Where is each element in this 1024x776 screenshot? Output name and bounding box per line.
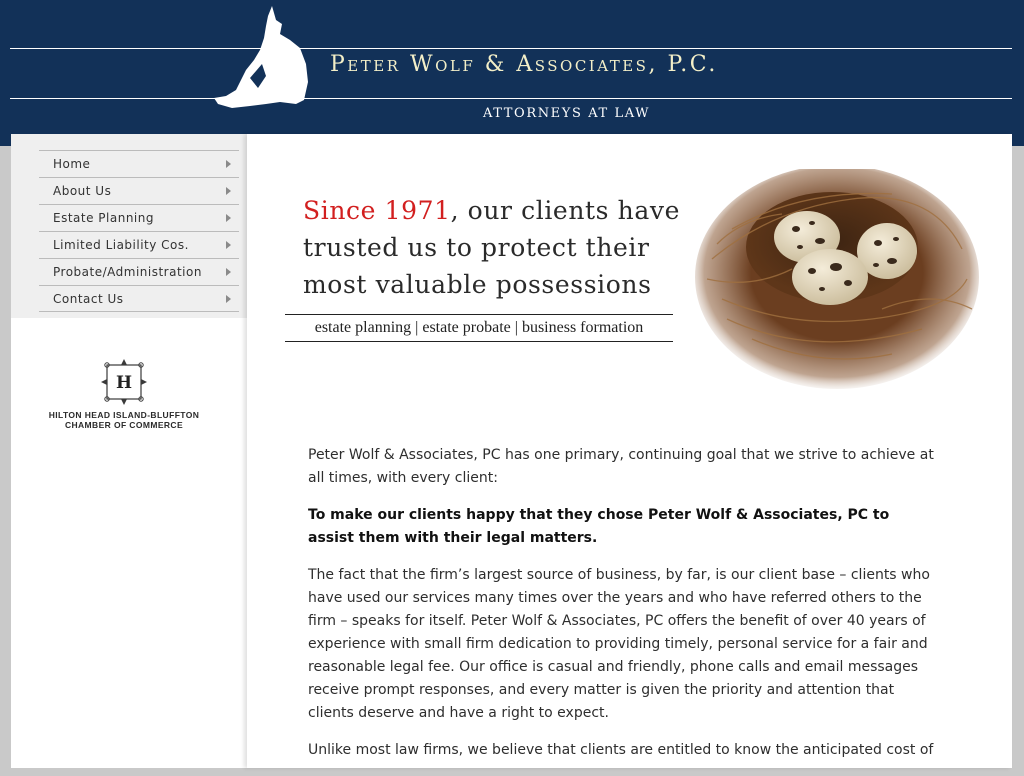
header-rule-bottom	[10, 98, 1012, 99]
firm-name[interactable]: Peter Wolf & Associates, P.C.	[330, 52, 718, 77]
nav-item-label: About Us	[53, 184, 112, 198]
intro-paragraph-1: Peter Wolf & Associates, PC has one primary, continuing goal that we strive to achieve at all times, with every client:	[308, 447, 934, 486]
nav-item-label: Home	[53, 157, 91, 171]
chamber-badge-icon	[100, 358, 148, 406]
sidebar	[11, 134, 247, 768]
main-content	[247, 134, 1012, 768]
chamber-badge-letter: H	[115, 373, 133, 393]
hero-since: Since 1971	[303, 196, 451, 225]
nav-item-about-us[interactable]	[39, 177, 239, 204]
hero-title	[303, 192, 683, 303]
header-rule-top	[10, 48, 1012, 49]
intro-paragraph-3: The fact that the firm’s largest source of business, by far, is our client base – clients who have used our services many times over the years and who have referred others to the firm – speaks for itself. Peter Wolf & Associates, PC offers the benefit of over 40 years of experience with small firm dedication to providing timely, personal service for a fair and reasonable legal fee. Our office is casual and friendly, phone calls and email messages receive prompt responses, and every matter is given the priority and attention that clients deserve and have a right to expect.	[308, 567, 930, 721]
chevron-right-icon	[226, 160, 231, 168]
tagline: ATTORNEYS AT LAW	[483, 106, 651, 121]
chevron-right-icon	[226, 214, 231, 222]
chamber-line-2: CHAMBER OF COMMERCE	[64, 420, 184, 430]
nav-item-label: Estate Planning	[53, 211, 154, 225]
chamber-of-commerce-logo[interactable]	[41, 358, 207, 430]
nav-item-label: Limited Liability Cos.	[53, 238, 189, 252]
chamber-line-1: HILTON HEAD ISLAND-BLUFFTON	[48, 410, 200, 420]
nav-item-contact-us[interactable]	[39, 285, 239, 312]
site-header	[0, 0, 1024, 146]
main-nav	[39, 150, 239, 312]
intro-paragraph-4: Unlike most law firms, we believe that clients are entitled to know the anticipated cost of	[308, 742, 934, 758]
nav-item-estate-planning[interactable]	[39, 204, 239, 231]
services-bar: estate planning | estate probate | business formation	[285, 314, 673, 342]
bird-nest-with-eggs-image	[692, 169, 982, 399]
nav-item-probate[interactable]	[39, 258, 239, 285]
howling-wolf-icon[interactable]	[210, 4, 314, 112]
intro-content	[308, 444, 938, 776]
chevron-right-icon	[226, 187, 231, 195]
nav-item-label: Contact Us	[53, 292, 124, 306]
nav-item-limited-liability[interactable]	[39, 231, 239, 258]
chevron-right-icon	[226, 268, 231, 276]
mission-statement: To make our clients happy that they chose Peter Wolf & Associates, PC to assist them with their legal matters.	[308, 507, 890, 546]
nav-panel	[11, 134, 247, 318]
chevron-right-icon	[226, 241, 231, 249]
hero-title-rest: , our clients have trusted us to protect their most valuable possessions	[303, 196, 680, 299]
nav-item-label: Probate/Administration	[53, 265, 202, 279]
nav-item-home[interactable]	[39, 150, 239, 177]
chevron-right-icon	[226, 295, 231, 303]
